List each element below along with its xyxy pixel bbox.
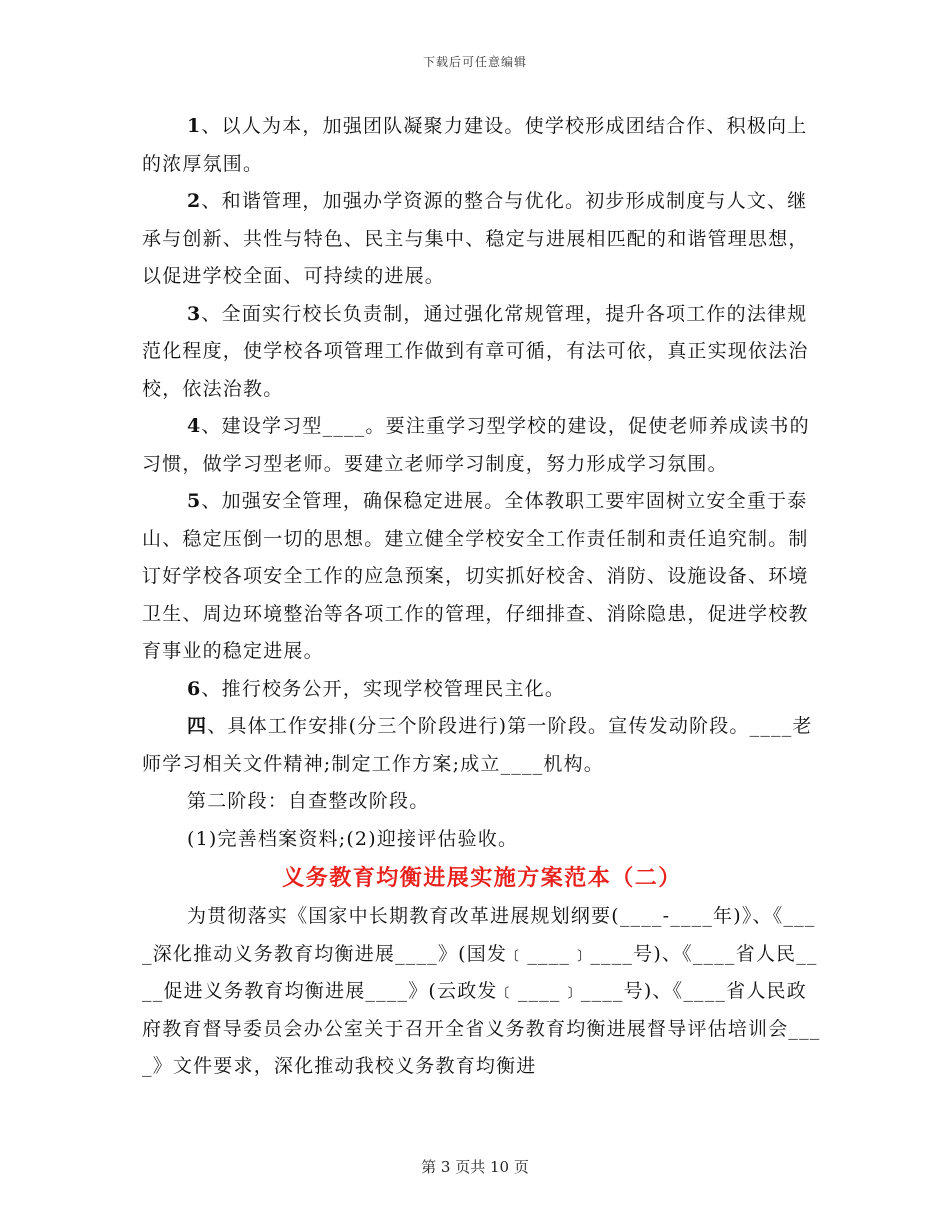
item-number: 3 — [187, 302, 202, 325]
section-four-paragraph — [142, 708, 822, 783]
header-note: 下载后可任意编辑 — [422, 55, 527, 69]
list-item — [142, 408, 822, 483]
stage-two-paragraph: 第二阶段：自查整改阶段。 — [187, 790, 430, 812]
item-text: 、以人为本，加强团队凝聚力建设。使学校形成团结合作、积极向上的浓厚氛围。 — [142, 115, 808, 175]
item-text: 、加强安全管理，确保稳定进展。全体教职工要牢固树立安全重于泰山、稳定压倒一切的思想。建立健全学校安全工作责任制和责任追究制。制订好学校各项安全工作的应急预案，切实抓好校舍、消防、设施设备、环境卫生、周边环境整治等各项工作的管理，仔细排查、消除隐患，促进学校教育事业的稳定进展。 — [142, 490, 809, 662]
section-four-text: 、具体工作安排(分三个阶段进行)第一阶段。宣传发动阶段。____老师学习相关文件精神;制定工作方案;成立____机构。 — [142, 715, 813, 775]
list-item — [142, 183, 822, 296]
item-text: 、建设学习型____。要注重学习型学校的建设，促使老师养成读书的习惯，做学习型老师。要建立老师学习制度，努力形成学习氛围。 — [142, 415, 810, 475]
item-number: 4 — [187, 415, 202, 437]
item-text: 、和谐管理，加强办学资源的整合与优化。初步形成制度与人文、继承与创新、共性与特色、民主与集中、稳定与进展相匹配的和谐管理思想，以促进学校全面、可持续的进展。 — [142, 190, 809, 287]
intro-paragraph: 为贯彻落实《国家中长期教育改革进展规划纲要(____-____年)》、《____深化推动义务教育均衡进展____》(国发﹝____﹞____号)、《____省人民____促进义务教育均衡进展____》(云政发﹝____﹞____号)、《____省人民政府教育督导委员会办公室关于召开全省义务教育均衡进展督导评估培训会____》文件要求，深化推动我校义务教育均衡进 — [142, 905, 821, 1077]
item-number: 2 — [187, 190, 202, 212]
item-number: 1 — [187, 115, 202, 137]
item-text: 、全面实行校长负责制，通过强化常规管理，提升各项工作的法律规范化程度，使学校各项管理工作做到有章可循，有法可依，真正实现依法治校，依法治教。 — [142, 302, 809, 400]
list-item — [142, 671, 822, 709]
page-footer: 第 3 页共 10 页 — [421, 1158, 529, 1176]
section-four-label: 四 — [187, 715, 208, 737]
item-number: 5 — [187, 490, 202, 512]
list-item — [142, 108, 822, 183]
item-text: 、推行校务公开，实现学校管理民主化。 — [201, 677, 566, 700]
document-title: 义务教育均衡进展实施方案范本（二） — [282, 865, 682, 891]
list-item — [142, 483, 822, 671]
list-item — [142, 296, 822, 409]
item-number: 6 — [187, 677, 202, 700]
document-body — [142, 108, 822, 1086]
stage-two-items: (1)完善档案资料;(2)迎接评估验收。 — [187, 827, 519, 850]
